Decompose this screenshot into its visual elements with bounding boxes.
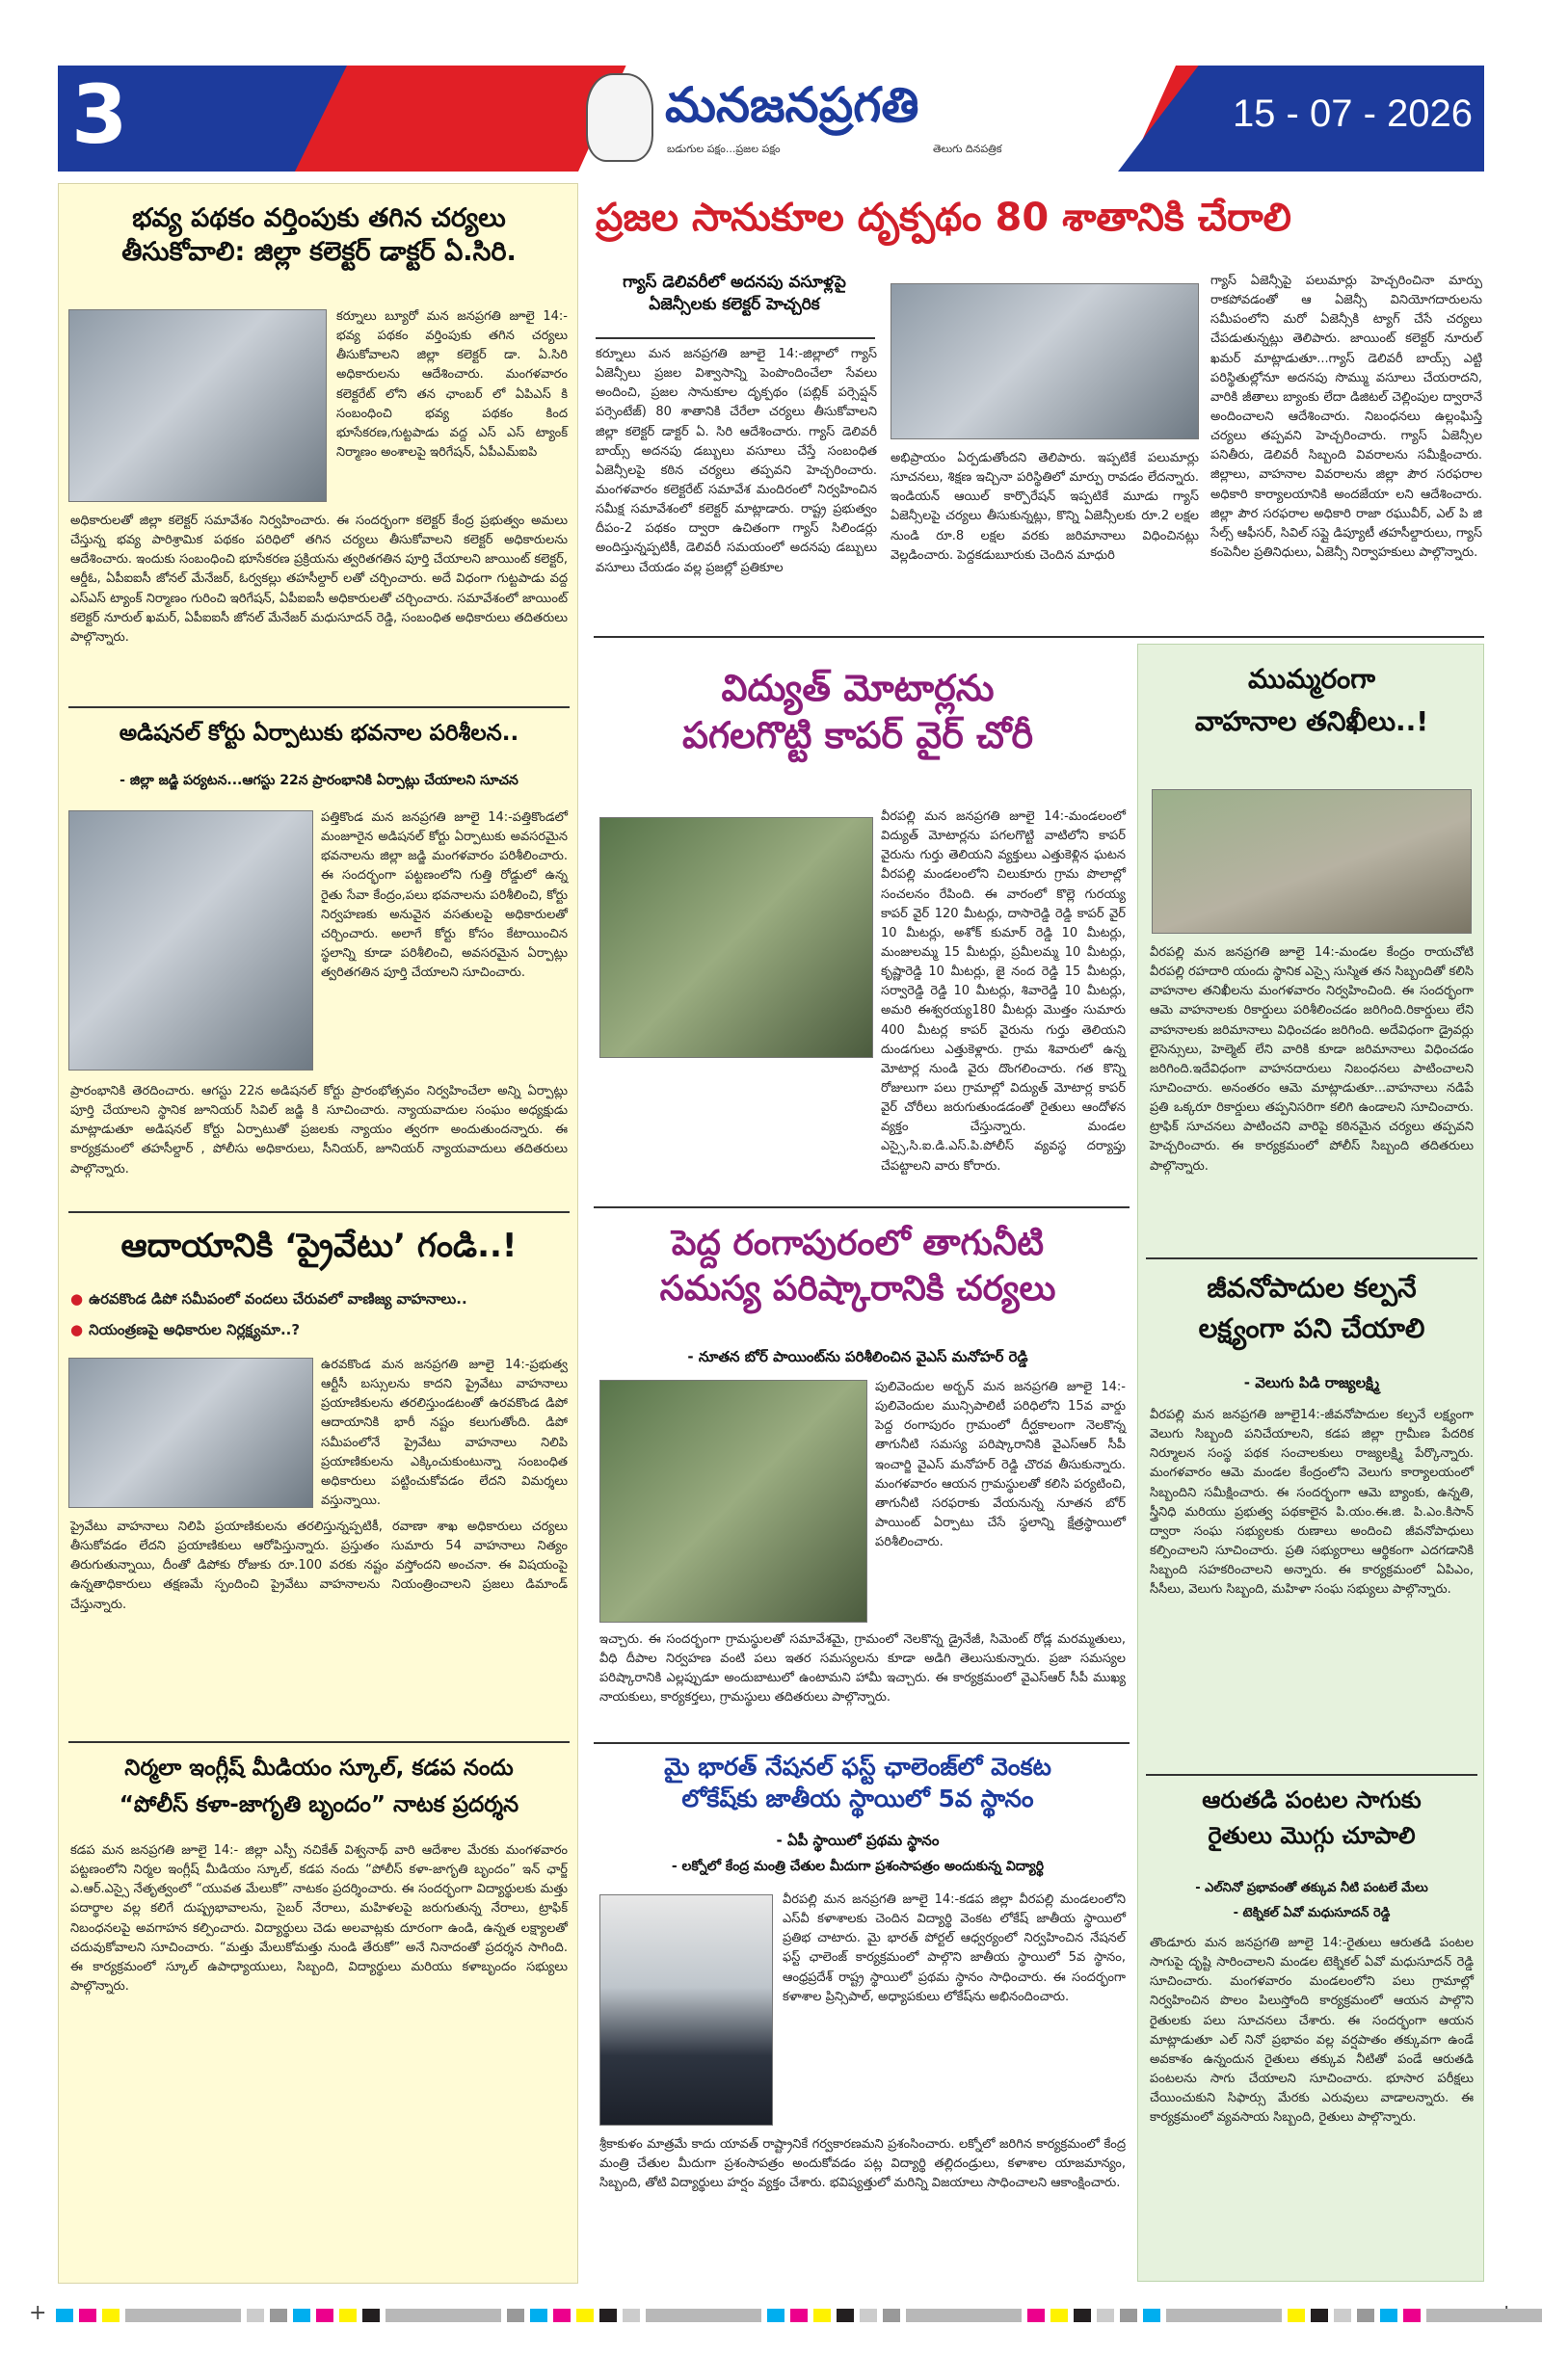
registration-cross-icon: +: [29, 2301, 47, 2325]
registration-swatch: [79, 2309, 96, 2322]
registration-swatch: [813, 2309, 831, 2322]
article-collector-headline: [68, 201, 570, 269]
headline-line: జీవనోపాదుల కల్పనే: [1207, 1272, 1417, 1304]
student-body-right: వీరపల్లి మన జనప్రగతి జూలై 14:-కడప జిల్లా వీరపల్లి మండలంలోని ఎస్‌వీ కళాశాలకు చెందిన విద్యార్థి వెంకట లోకేష్ జాతీయ స్థాయిలో ప్రతిభ చాటారు. మై భారత్ పోర్టల్ ఆధ్వర్యంలో నిర్వహించిన నేషనల్ ఫస్ట్ ఛాలెంజ్ కార్యక్రమంలో పాల్గొని జాతీయ స్థాయిలో 5వ స్థానం, ఆంధ్రప్రదేశ్ రాష్ట్ర స్థాయిలో ప్రథమ స్థానం సాధించారు. ఈ సందర్భంగా కళాశాల ప్రిన్సిపాల్, అధ్యాపకులు లోకేష్‌ను అభినందించారు.: [783, 1892, 1126, 2004]
headline-line: భవ్య పథకం వర్తింపుకు తగిన చర్యలు: [132, 203, 506, 233]
gas-review-meeting-photo: [891, 283, 1199, 439]
headline-line: సమస్య పరిష్కారానికి చర్యలు: [659, 1268, 1056, 1309]
divider: [1146, 1774, 1477, 1776]
subhead-line: గ్యాస్ డెలివరీలో అదనపు వసూళ్లపై: [623, 273, 846, 292]
article-court-body-bottom: ప్రారంభానికి తెరదించారు. ఆగస్టు 22న అడిషనల్ కోర్టు ప్రారంభోత్సవం నిర్వహించేలా అన్ని ఏర్పాట్లు పూర్తి చేయాలని స్థానిక జూనియర్ సివిల్ జడ్జి కి సూచించారు. న్యాయవాదుల సంఘం అధ్యక్షుడు మాట్లాడుతూ అడిషనల్ కోర్టు ఏర్పాటుతో ప్రజలకు న్యాయం త్వరగా అందుతుందన్నారు. ఈ కార్యక్రమంలో తహసీల్దార్ , పోలీసు అధికారులు, సీనియర్, జూనియర్ న్యాయవాదులు తదితరులు పాల్గొన్నారు.: [70, 1084, 568, 1177]
article-private-headline: ఆదాయానికి ‘ప్రైవేటు’ గండి..!: [120, 1227, 518, 1265]
registration-swatch: [102, 2309, 120, 2322]
registration-swatch: [790, 2309, 808, 2322]
divider: [594, 636, 1484, 638]
headline-line: పగలగొట్టి కాపర్ వైర్ చోరీ: [681, 714, 1034, 757]
student-portrait-photo: [599, 1894, 773, 2126]
registration-swatch: [623, 2309, 640, 2322]
print-registration-bar: [29, 2301, 1513, 2325]
broken-motor-photo: [599, 817, 873, 1058]
headline-line: విద్యుత్ మోటార్లను: [721, 667, 995, 709]
registration-swatch: [1166, 2309, 1282, 2322]
article-private-bullet: ● నియంత్రణపై అధికారుల నిర్లక్ష్యమా..?: [70, 1321, 568, 1342]
livelihood-headline: [1146, 1271, 1477, 1347]
registration-swatch: [1143, 2309, 1160, 2322]
livelihood-body: వీరపల్లి మన జనప్రగతి జూలై14:-జీవనోపాదుల కల్పనే లక్ష్యంగా వెలుగు సిబ్బంది పనిచేయాలని, కడప జిల్లా గ్రామీణ పేదరిక నిర్మూలన సంస్థ పథక సంచాలకులు రాజ్యలక్ష్మి పేర్కొన్నారు. మంగళవారం ఆమె మండల కేంద్రంలోని వెలుగు కార్యాలయంలో సిబ్బందిని సమీక్షించారు. ఈ సందర్భంగా ఆమె బ్యాంకు, ఉన్నతి, స్త్రీనిధి మరియు ప్రభుత్వ పథకాలైన పి.యం.ఈ.జి. పి.ఎం.కిసాన్ ద్వారా సంఘ సభ్యులకు రుణాలు అందించి జీవనోపాధులు కల్పించాలని సూచించారు. ప్రతి సభ్యురాలు ఆర్థికంగా ఎదగడానికి సిబ్బంది సహకరించాలని అన్నారు. ఈ కార్యక్రమంలో ఏపిఎం, సీసీలు, వెలుగు సిబ్బంది, మహిళా సంఘ సభ్యులు పాల్గొన్నారు.: [1150, 1408, 1474, 1598]
portrait-emblem-icon: [586, 73, 653, 162]
registration-swatch: [1074, 2309, 1091, 2322]
registration-swatch: [507, 2309, 524, 2322]
registration-swatch: [883, 2309, 900, 2322]
headline-line: రైతులు మొగ్గు చూపాలి: [1208, 1822, 1416, 1850]
student-subhead: - ఏపీ స్థాయిలో ప్రథమ స్థానం: [776, 1832, 940, 1849]
divider: [68, 1741, 570, 1743]
registration-swatch: [599, 2309, 617, 2322]
gas-article-body-right: గ్యాస్ ఏజెన్సీపై పలుమార్లు హెచ్చరించినా మార్పు రాకపోవడంతో ఆ ఏజెన్సీ వినియోగదారులను సమీపంలోని మరో ఏజెన్సీకి ట్యాగ్ చేసే చర్యలు చేపడుతున్నట్లు తెలిపారు. జాయింట్ కలెక్టర్ నూరుల్ ఖమర్ మాట్లాడుతూ...గ్యాస్ డెలివరీ బాయ్స్ ఎట్టి పరిస్థితుల్లోనూ అదనపు సొమ్ము వసూలు చేయరాదని, వారికి జీతాలు బ్యాంకు లేదా డిజిటల్ చెల్లింపుల ద్వారానే అందించాలని ఆదేశించారు. నిబంధనలు ఉల్లంఘిస్తే చర్యలు తప్పవని హెచ్చరించారు. గ్యాస్ ఏజెన్సీల పనితీరు, డెలివరీ సిబ్బంది వివరాలను సమీక్షించారు. జిల్లాలు, వాహనాల వివరాలను జిల్లా పౌర సరఫరాల అధికారి కార్యాలయానికి అందజేయా లని ఆదేశించారు. జిల్లా పౌర సరఫరాల అధికారి రాజా రఘువీర్, ఎల్ పి జి సేల్స్ ఆఫీసర్, సివిల్ సప్లై డిప్యూటీ తహసీల్దారులు, గ్యాస్ కంపెనీల ప్రతినిధులు, ఏజెన్సీ నిర్వాహకులు పాల్గొన్నారు.: [1210, 274, 1482, 560]
water-body-top: పులివెందుల అర్బన్ మన జనప్రగతి జూలై 14:-పులివెందుల మున్సిపాలిటీ పరిధిలోని 15వ వార్డు పెద్ద రంగాపురం గ్రామంలో దీర్ఘకాలంగా నెలకొన్న తాగునీటి సమస్య పరిష్కారానికి వైఎస్ఆర్ సీపీ ఇంచార్జి వైఎస్ మనోహర్ రెడ్డి చొరవ తీసుకున్నారు. మంగళవారం ఆయన గ్రామస్థులతో కలిసి పర్యటించి, తాగునీటి సరఫరాకు వేయనున్న నూతన బోర్ పాయింట్ ఏర్పాటు చేసే స్థలాన్ని క్షేత్రస్థాయిలో పరిశీలించారు.: [875, 1380, 1126, 1550]
copper-theft-body-top: వీరపల్లి మన జనప్రగతి జూలై 14:-మండలంలో విద్యుత్ మోటార్లను పగలగొట్టి వాటిలోని కాపర్ వైరును గుర్తు తెలియని వ్యక్తులు ఎత్తుకెళ్లిన ఘటన వీరపల్లి మండలంలోని చిలుకూరు గ్రామ పొలాల్లో సంచలనం రేపింది. ఈ వారంలో కొల్లె గురయ్య కాపర్ వైర్ 120 మీటర్లు, దాసారెడ్డి రెడ్డి కాపర్ వైర్ 10 మీటర్లు, అశోక్ కుమార్ రెడ్డి 10 మీటర్లు, మంజులమ్మ 15 మీటర్లు, ప్రమీలమ్మ 10 మీటర్లు, కృష్ణారెడ్డి 10 మీటర్లు, జై నంద రెడ్డి 15 మీటర్లు, సర్వారెడ్డి రెడ్డి 10 మీటర్లు, శివారెడ్డి 10 మీటర్లు, అమరి ఈశ్వరయ్య180 మీటర్లు మొత్తం సుమారు 400 మీటర్ల కాపర్ వైరును గుర్తు తెలియని దుండగులు ఎత్తుకెళ్లారు. గ్రామ శివారులో ఉన్న మోటార్ల నుండి వైరు దొంగలించారు. గత కొన్ని రోజులుగా పలు గ్రామాల్లో విద్యుత్ మోటార్ల కాపర్ వైర్ చోరీలు జరుగుతుండడంతో రైతులు ఆందోళన వ్యక్తం చేస్తున్నారు. మండల ఎస్సై,సి.ఐ.డి.ఎస్.పి.పోలీస్ వ్యవస్థ దర్యాప్తు చేపట్టాలని వారు కోరారు.: [881, 809, 1126, 1174]
registration-swatch: [1403, 2309, 1421, 2322]
registration-swatch: [1027, 2309, 1045, 2322]
registration-swatch: [386, 2309, 501, 2322]
registration-swatch: [1097, 2309, 1114, 2322]
registration-swatch: [339, 2309, 357, 2322]
headline-line: వాహనాల తనిఖీలు..!: [1194, 705, 1429, 738]
registration-swatch: [1426, 2309, 1542, 2322]
tagline-left: బడుగుల పక్షం...ప్రజల పక్షం: [667, 143, 781, 155]
article-collector-body-bottom: అధికారులతో జిల్లా కలెక్టర్ సమావేశం నిర్వహించారు. ఈ సందర్భంగా కలెక్టర్ కేంద్ర ప్రభుత్వం అమలు చేస్తున్న భవ్య పారిశ్రామిక పథకం పరిధిలో తగిన చర్యలు తీసుకోవాలని కలెక్టర్ అధికారులను ఆదేశించారు. ఇందుకు సంబంధించి భూసేకరణ ప్రక్రియను త్వరితగతిన పూర్తి చేయాలని జాయింట్ కలెక్టర్, ఆర్డీఓ, ఏపీఐఐసీ జోనల్ మేనేజర్, ఓర్వకల్లు తహసీల్దార్ లతో చర్చించారు. అదే విధంగా గుట్టపాడు వద్ద ఎస్ఎస్ ట్యాంక్ నిర్మాణం గురించి ఇరిగేషన్, ఏపీఐఐసీ అధికారులతో చర్చించారు. సమావేశంలో జాయింట్ కలెక్టర్ నూరుల్ ఖమర్, ఏపీఐఐసీ జోనల్ మేనేజర్ మధుసూదన్ రెడ్డి, సంబంధిత అధికారులు తదితరులు పాల్గొన్నారు.: [70, 514, 568, 645]
registration-swatch: [553, 2309, 571, 2322]
article-private-body-bottom: ప్రైవేటు వాహనాలు నిలిపి ప్రయాణికులను తరలిస్తున్నప్పటికీ, రవాణా శాఖ అధికారులు చర్యలు తీసుకోవడం లేదని ప్రయాణికులు ఆరోపిస్తున్నారు. ప్రస్తుతం సుమారు 54 వాహనాలు నిత్యం తిరుగుతున్నాయి, దీంతో డిపోకు రోజుకు రూ.100 వరకు నష్టం వస్తోందని అంచనా. ఈ విషయంపై ఉన్నతాధికారులు తక్షణమే స్పందించి ప్రైవేటు వాహనాలను నియంత్రించాలని ప్రజలు డిమాండ్ చేస్తున్నారు.: [70, 1520, 568, 1612]
divider: [596, 337, 875, 339]
registration-swatch: [270, 2309, 287, 2322]
article-court-headline: అడిషనల్ కోర్టు ఏర్పాటుకు భవనాల పరిశీలన..: [119, 721, 519, 746]
gas-article-headline: ప్రజల సానుకూల దృక్పథం 80 శాతానికి చేరాలి: [596, 196, 1291, 240]
left-column: [58, 183, 578, 2284]
registration-swatch: [767, 2309, 784, 2322]
water-headline: [590, 1222, 1126, 1312]
registration-swatch: [1311, 2309, 1328, 2322]
divider: [68, 1211, 570, 1213]
student-body-bottom: శ్రీకాకుళం మాత్రమే కాదు యావత్ రాష్ట్రానికే గర్వకారణమని ప్రశంసించారు. లక్నోలో జరిగిన కార్యక్రమంలో కేంద్ర మంత్రి చేతుల మీదుగా ప్రశంసాపత్రం అందుకోవడం పట్ల విద్యార్థి తల్లిదండ్రులు, కళాశాల యాజమాన్యం, సిబ్బంది, తోటి విద్యార్థులు హర్షం వ్యక్తం చేశారు. భవిష్యత్తులో మరిన్ని విజయాలు సాధించాలని ఆకాంక్షించారు.: [599, 2137, 1126, 2191]
right-column: [1137, 644, 1484, 2282]
divider: [594, 1206, 1130, 1208]
copper-theft-headline: [590, 665, 1126, 760]
tagline-right: తెలుగు దినపత్రిక: [933, 143, 1002, 155]
page-number: 3: [71, 67, 128, 162]
registration-swatch: [860, 2309, 877, 2322]
registration-swatch: [1120, 2309, 1137, 2322]
headline-line: “పోలీస్ కళా-జాగృతి బృందం” నాటక ప్రదర్శన: [119, 1791, 519, 1817]
article-collector-body-top: కర్నూలు బ్యూరో మన జనప్రగతి జూలై 14:-భవ్య పథకం వర్తింపుకు తగిన చర్యలు తీసుకోవాలని జిల్లా కలెక్టర్ డా. ఏ.సిరి అధికారులను ఆదేశించారు. మంగళవారం కలెక్టరేట్ లోని తన ఛాంబర్ లో ఏపిఎస్ కి సంబంధించి భవ్య పథకం కింద భూసేకరణ,గుట్టపాడు వద్ద ఎస్ ఎస్ ట్యాంక్ నిర్మాణం అంశాలపై ఇరిగేషన్, ఏపీఎమ్ఐపి: [336, 309, 568, 460]
registration-swatch: [1334, 2309, 1351, 2322]
headline-line: లోకేష్‌కు జాతీయ స్థాయిలో 5వ స్థానం: [681, 1784, 1034, 1812]
registration-swatch: [1380, 2309, 1397, 2322]
article-private-bullet: ● ఉరవకొండ డిపో సమీపంలో వందలు చేరువలో వాణిజ్య వాహనాలు..: [70, 1290, 568, 1311]
dry-crops-subhead: - ఎల్‌నినో ప్రభావంతో తక్కువ నీటి పంటలే మేలు: [1195, 1881, 1428, 1895]
newspaper-logo: [586, 73, 1029, 164]
registration-swatch: [247, 2309, 264, 2322]
student-headline: [590, 1752, 1126, 1814]
registration-swatch: [1288, 2309, 1305, 2322]
registration-swatch: [1357, 2309, 1374, 2322]
dry-crops-body: తొండూరు మన జనప్రగతి జూలై 14:-రైతులు ఆరుతడి పంటల సాగుపై దృష్టి సారించాలని మండల టెక్నికల్ ఏవో మధుసూదన్ రెడ్డి సూచించారు. మంగళవారం మండలంలోని పలు గ్రామాల్లో నిర్వహించిన పొలం పిలుస్తోంది కార్యక్రమంలో ఆయన పాల్గొని రైతులకు పలు సూచనలు చేశారు. ఈ సందర్భంగా ఆయన మాట్లాడుతూ ఎల్ నినో ప్రభావం వల్ల వర్షపాతం తక్కువగా ఉండే అవకాశం ఉన్నందున రైతులు తక్కువ నీటితో పండే ఆరుతడి పంటలను సాగు చేయాలని సూచించారు. భూసార పరీక్షలు చేయించుకుని సిఫార్సు మేరకు ఎరువులు వాడాలన్నారు. ఈ కార్యక్రమంలో వ్యవసాయ సిబ్బంది, రైతులు పాల్గొన్నారు.: [1150, 1936, 1474, 2126]
registration-swatch: [293, 2309, 310, 2322]
article-court-subhead: - జిల్లా జడ్జి పర్యటన...ఆగస్టు 22న ప్రారంభానికి ఏర్పాట్లు చేయాలని సూచన: [120, 773, 518, 788]
headline-line: లక్ష్యంగా పని చేయాలి: [1198, 1312, 1425, 1345]
registration-swatch: [362, 2309, 380, 2322]
article-court-body-top: పత్తికొండ మన జనప్రగతి జూలై 14:-పత్తికొండలో మంజూరైన అడిషనల్ కోర్టు ఏర్పాటుకు అవసరమైన భవనాలను జిల్లా జడ్జి మంగళవారం పరిశీలించారు. ఈ సందర్భంగా పట్టణంలోని గుత్తి రోడ్డులో ఉన్న రైతు సేవా కేంద్రం,పలు భవనాలను పరిశీలించి, కోర్టు నిర్వహణకు అనువైన వసతులపై అధికారులతో చర్చించారు. అలాగే కోర్టు కోసం కేటాయించిన స్థలాన్ని కూడా పరిశీలించి, అవసరమైన ఏర్పాట్లు త్వరితగతిన పూర్తి చేయాలని సూచించారు.: [321, 810, 568, 981]
issue-date: 15 - 07 - 2026: [1232, 93, 1473, 135]
headline-line: నిర్మలా ఇంగ్లీష్ మీడియం స్కూల్, కడప నందు: [124, 1756, 514, 1781]
registration-swatch: [906, 2309, 1022, 2322]
headline-line: పెద్ద రంగాపురంలో తాగునీటి: [671, 1224, 1045, 1263]
livelihood-subhead: - వెలుగు పిడి రాజ్యలక్ష్మి: [1243, 1374, 1380, 1391]
article-private-body-top: ఉరవకొండ మన జనప్రగతి జూలై 14:-ప్రభుత్వ ఆర్టీసీ బస్సులను కాదని ప్రైవేటు వాహనాలు ప్రయాణికులను తరలిస్తుండటంతో ఉరవకొండ డిపో ఆదాయానికి భారీ నష్టం కలుగుతోంది. డిపో సమీపంలోనే ప్రైవేటు వాహనాలు నిలిపి ప్రయాణికులను ఎక్కించుకుంటున్నా సంబంధిత అధికారులు పట్టించుకోవడం లేదని విమర్శలు వస్తున్నాయి.: [321, 1358, 568, 1508]
water-subhead: - నూతన బోర్ పాయింట్‌ను పరిశీలించిన వైఎస్ మనోహర్ రెడ్డి: [687, 1348, 1028, 1365]
copper-theft-body-bottom: [599, 1066, 1126, 1201]
dry-crops-subhead: - టెక్నికల్ ఏవో మధుసూదన్ రెడ్డి: [1233, 1906, 1391, 1920]
vehicle-check-photo: [1152, 789, 1472, 934]
court-inspection-photo: [68, 810, 313, 1071]
vehicle-checks-headline: [1146, 662, 1477, 740]
subhead-line: ఏజెన్సీలకు కలెక్టర్ హెచ్చరిక: [649, 294, 820, 314]
registration-swatch: [837, 2309, 854, 2322]
divider: [1146, 1257, 1477, 1259]
registration-swatch: [125, 2309, 241, 2322]
gas-article-body-left: కర్నూలు మన జనప్రగతి జూలై 14:-జిల్లాలో గ్యాస్ ఏజెన్సీలు ప్రజల విశ్వాసాన్ని పెంపొందించేలా సేవలు అందించి, ప్రజల సానుకూల దృక్పథం (పబ్లిక్ పర్సెప్షన్ పర్సెంటేజ్) 80 శాతానికి చేరేలా చర్యలు తీసుకోవాలని జిల్లా కలెక్టర్ డాక్టర్ ఏ. సిరి ఆదేశించారు. గ్యాస్ డెలివరీ బాయ్స్ అదనపు డబ్బులు వసూలు చేస్తే సంబంధిత ఏజెన్సీలపై కఠిన చర్యలు తప్పవని హెచ్చరించారు. మంగళవారం కలెక్టరేట్ సమావేశ మందిరంలో నిర్వహించిన సమీక్ష సమావేశంలో కలెక్టర్ మాట్లాడారు. రాష్ట్ర ప్రభుత్వం దీపం-2 పథకం ద్వారా ఉచితంగా గ్యాస్ సిలిండర్లు అందిస్తున్నప్పటికీ, డెలివరీ సమయంలో అదనపు డబ్బులు వసూలు చేయడం వల్ల ప్రజల్లో ప్రతికూల: [596, 347, 877, 575]
divider: [594, 1742, 1130, 1744]
article-police-art-headline: [68, 1755, 570, 1820]
registration-swatch: [1050, 2309, 1068, 2322]
student-subhead: - లక్నోలో కేంద్ర మంత్రి చేతుల మీదుగా ప్రశంసాపత్రం అందుకున్న విద్యార్థి: [671, 1859, 1045, 1874]
registration-swatch: [646, 2309, 761, 2322]
water-body-bottom: ఇచ్చారు. ఈ సందర్భంగా గ్రామస్థులతో సమావేశమై, గ్రామంలో నెలకొన్న డ్రైనేజీ, సిమెంట్ రోడ్ల మరమ్మతులు, వీధి దీపాల నిర్వహణ వంటి పలు ఇతర సమస్యలను కూడా అడిగి తెలుసుకున్నారు. ప్రజా సమస్యల పరిష్కారానికి ఎల్లప్పుడూ అందుబాటులో ఉంటామని హామీ ఇచ్చారు. ఈ కార్యక్రమంలో వైఎస్ఆర్ సీపీ ముఖ్య నాయకులు, కార్యకర్తలు, గ్రామస్థులు తదితరులు పాల్గొన్నారు.: [599, 1632, 1126, 1706]
vehicles-photo: [68, 1358, 313, 1508]
newspaper-name: మనజనప్రగతి: [665, 77, 919, 133]
headline-line: ముమ్మరంగా: [1247, 663, 1376, 695]
collector-meeting-photo: [68, 309, 327, 502]
registration-swatch: [56, 2309, 73, 2322]
headline-line: ఆరుతడి పంటల సాగుకు: [1202, 1786, 1422, 1813]
headline-line: మై భారత్ నేషనల్ ఫస్ట్ ఛాలెంజ్‌లో వెంకట: [664, 1753, 1051, 1781]
gas-article-body-middle: అభిప్రాయం ఏర్పడుతోందని తెలిపారు. ఇప్పటికే పలుమార్లు సూచనలు, శిక్షణ ఇచ్చినా పరిస్థితిలో మార్పు రావడం లేదన్నారు. ఇండియన్ ఆయిల్ కార్పొరేషన్ ఇప్పటికే మూడు గ్యాస్ ఏజెన్సీలపై చర్యలు తీసుకున్నట్లు, కొన్ని ఏజెన్సీలకు రూ.2 లక్షల నుండి రూ.8 లక్షల వరకు జరిమానాలు విధించినట్లు వెల్లడించారు. పెద్దకడుబూరుకు చెందిన మాధురి: [891, 451, 1199, 563]
headline-line: తీసుకోవాలి: జిల్లా కలెక్టర్ డాక్టర్ ఏ.సిరి.: [121, 237, 517, 268]
registration-swatch: [576, 2309, 594, 2322]
bore-point-inspection-photo: [599, 1380, 867, 1623]
registration-swatch: [316, 2309, 333, 2322]
vehicle-checks-body: వీరపల్లి మన జనప్రగతి జూలై 14:-మండల కేంద్రం రాయచోటి వీరపల్లి రహదారి యందు స్థానిక ఎస్సై సుస్మిత తన సిబ్బందితో కలిసి వాహనాల తనిఖీలను మంగళవారం నిర్వహించింది. ఈ సందర్భంగా ఆమె వాహనాలకు రికార్డులు పరిశీలించడం జరిగింది.రికార్డులు లేని వాహనాలకు జరిమానాలు విధించడం జరిగింది. అదేవిధంగా డ్రైవర్లు లైసెన్సులు, హెల్మెట్ లేని వారికి కూడా జరిమానాలు విధించడం జరిగింది.ఇదేవిధంగా వాహనదారులు నిబంధనలు పాటించాలని సూచించారు. అనంతరం ఆమె మాట్లాడుతూ...వాహనాలు నడిపే ప్రతి ఒక్కరూ రికార్డులు తప్పనిసరిగా కలిగి ఉండాలని సూచించారు. ట్రాఫిక్ సూచనలు పాటించని వారిపై కఠినమైన చర్యలు తప్పవని హెచ్చరించారు. ఈ కార్యక్రమంలో పోలీస్ సిబ్బంది తదితరులు పాల్గొన్నారు.: [1150, 945, 1474, 1174]
gas-article-subhead: [590, 272, 879, 316]
dry-crops-headline: [1146, 1785, 1477, 1851]
divider: [68, 706, 570, 708]
registration-swatch: [530, 2309, 547, 2322]
article-police-art-body: కడప మన జనప్రగతి జూలై 14:- జిల్లా ఎస్పీ నచికేత్ విశ్వనాథ్ వారి ఆదేశాల మేరకు మంగళవారం పట్టణంలోని నిర్మల ఇంగ్లీష్ మీడియం స్కూల్, కడప నందు “పోలీస్ కళా-జాగృతి బృందం” ఇన్ ఛార్జ్ ఎ.ఆర్.ఎస్సై నేతృత్వంలో “యువత మేలుకో” నాటకం ప్రదర్శించారు. ఈ సందర్భంగా విద్యార్థులకు మత్తు పదార్థాల వల్ల కలిగే దుష్ప్రభావాలను, సైబర్ నేరాలు, మహిళలపై జరుగుతున్న నేరాలు, ట్రాఫిక్ నిబంధనలపై అవగాహన కల్పించారు. విద్యార్థులు చెడు అలవాట్లకు దూరంగా ఉండి, ఉన్నత లక్ష్యాలతో చదువుకోవాలని సూచించారు. “మత్తు మేలుకోమత్తు నుండి తేరుకో” అనే నినాదంతో ప్రదర్శన సాగింది. ఈ కార్యక్రమంలో స్కూల్ ఉపాధ్యాయులు, సిబ్బంది, విద్యార్థులు మరియు కళాబృందం సభ్యులు పాల్గొన్నారు.: [70, 1843, 568, 1994]
masthead: [58, 66, 1484, 172]
